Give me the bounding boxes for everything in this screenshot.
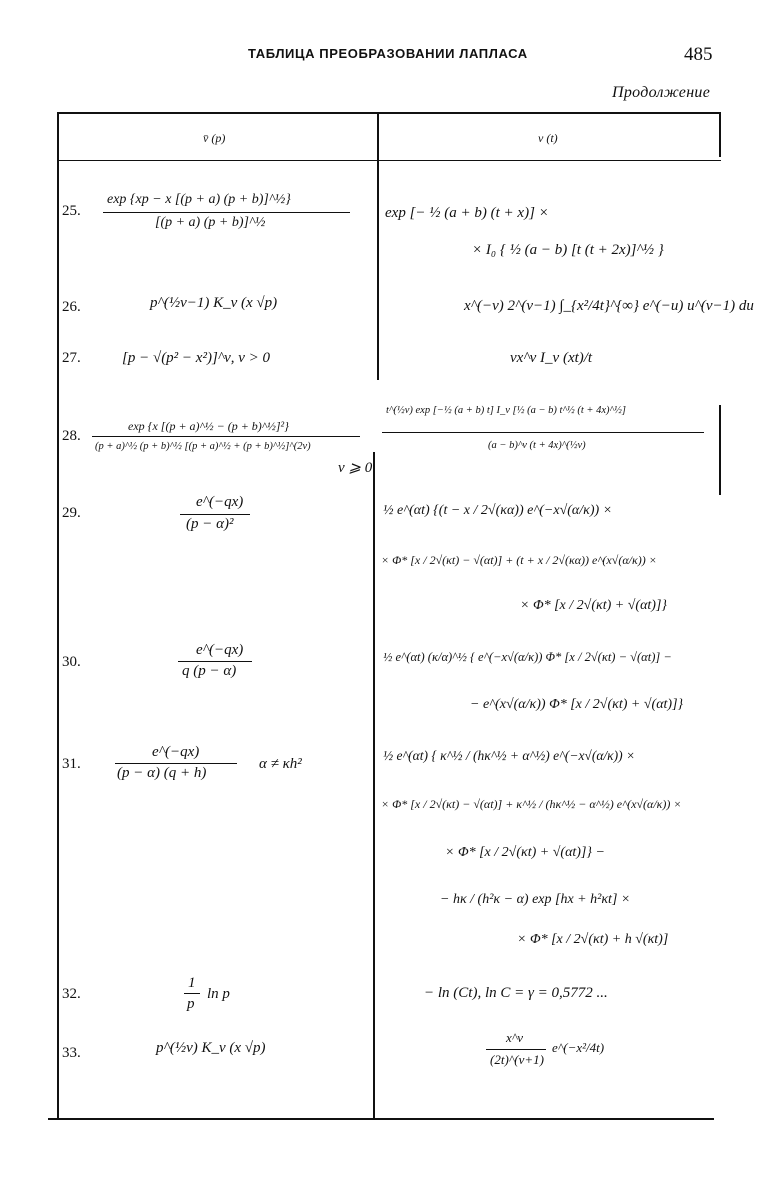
row25-right-line1: exp [− ½ (a + b) (t + x)] × [385, 205, 549, 221]
row28-left-denominator: (p + a)^½ (p + b)^½ [(p + a)^½ + (p + b)^½]^(2ν) [95, 441, 311, 452]
fraction-bar [178, 661, 252, 662]
row31-right-line4: − hκ / (h²κ − α) exp [hx + h²κt] × [440, 892, 631, 907]
fraction-bar [180, 514, 250, 515]
row31-condition: α ≠ κh² [259, 756, 302, 772]
row31-right-line3: × Φ* [x / 2√(κt) + √(αt)]} − [445, 845, 605, 860]
row27-left: [p − √(p² − x²)]^ν, ν > 0 [122, 350, 271, 366]
row33-right-numerator: x^ν [506, 1030, 524, 1045]
row30-right-line2: − e^(x√(α/κ)) Φ* [x / 2√(κt) + √(αt)]} [470, 697, 684, 712]
row30-left-denominator: q (p − α) [182, 663, 237, 679]
table-right-rule-28 [719, 405, 721, 495]
running-title: ТАБЛИЦА ПРЕОБРАЗОВАНИИ ЛАПЛАСА [248, 46, 528, 61]
fraction-bar [382, 432, 704, 433]
row26-right: x^(−ν) 2^(ν−1) ∫_{x²/4t}^{∞} e^(−u) u^(ν−1) du [464, 298, 754, 314]
fraction-bar [486, 1049, 546, 1050]
row32-right: − ln (Ct), ln C = γ = 0,5772 ... [424, 985, 608, 1001]
row-number: 31. [62, 756, 81, 772]
table-right-rule [719, 112, 721, 157]
continuation-label: Продолжение [612, 84, 711, 101]
row29-left-denominator: (p − α)² [186, 516, 234, 532]
table-bottom-rule [48, 1118, 714, 1120]
row-number: 30. [62, 654, 81, 670]
row28-condition: ν ⩾ 0 [338, 460, 373, 476]
row-number: 32. [62, 986, 81, 1002]
row25-left-numerator: exp {xp − x [(p + a) (p + b)]^½} [107, 192, 291, 207]
col-header-right: v (t) [538, 131, 558, 145]
row32-left-denominator: p [187, 996, 195, 1012]
row28-right-denominator: (a − b)^ν (t + 4x)^(½ν) [488, 440, 586, 451]
row29-right-line3: × Φ* [x / 2√(κt) + √(αt)]} [520, 598, 668, 613]
row-number: 26. [62, 299, 81, 315]
row31-right-line1: ½ e^(αt) { κ^½ / (hκ^½ + α^½) e^(−x√(α/κ)) × [383, 748, 636, 763]
row-number: 25. [62, 203, 81, 219]
row29-left-numerator: e^(−qx) [196, 494, 244, 510]
table-top-rule [57, 112, 721, 114]
row27-right: νx^ν I_ν (xt)/t [510, 350, 593, 366]
row30-right-line1: ½ e^(αt) (κ/α)^½ { e^(−x√(α/κ)) Φ* [x / 2√(κt) − √(αt)] − [383, 650, 672, 664]
fraction-bar [103, 212, 350, 213]
table-column-divider [377, 112, 379, 380]
row-number: 33. [62, 1045, 81, 1061]
row29-right-line2: × Φ* [x / 2√(κt) − √(αt)] + (t + x / 2√(κα)) e^(x√(α/κ)) × [381, 553, 657, 567]
row33-right-exponential: e^(−x²/4t) [552, 1040, 605, 1055]
row31-right-line5: × Φ* [x / 2√(κt) + h √(κt)] [517, 932, 669, 947]
table-column-divider-2 [373, 452, 375, 1118]
row25-left-denominator: [(p + a) (p + b)]^½ [155, 215, 266, 230]
col-header-left: v̄ (p) [203, 131, 226, 145]
row-number: 28. [62, 428, 81, 444]
row31-right-line2: × Φ* [x / 2√(κt) − √(αt)] + κ^½ / (hκ^½ − α^½) e^(x√(α/κ)) × [381, 797, 682, 811]
row32-left-ln: ln p [207, 986, 230, 1002]
row32-left-numerator: 1 [188, 975, 196, 991]
row26-left: p^(½ν−1) K_ν (x √p) [150, 295, 278, 311]
row29-right-line1: ½ e^(αt) {(t − x / 2√(κα)) e^(−x√(α/κ)) × [383, 503, 613, 518]
row28-left-numerator: exp {x [(p + a)^½ − (p + b)^½]²} [128, 419, 289, 433]
fraction-bar [115, 763, 237, 764]
row-number: 27. [62, 350, 81, 366]
row31-left-numerator: e^(−qx) [152, 744, 200, 760]
row30-left-numerator: e^(−qx) [196, 642, 244, 658]
row28-right-numerator: t^(½ν) exp [−½ (a + b) t] I_ν [½ (a − b) t^½ (t + 4x)^½] [386, 405, 626, 416]
row31-left-denominator: (p − α) (q + h) [117, 765, 207, 781]
row-number: 29. [62, 505, 81, 521]
page-number: 485 [684, 44, 713, 65]
row33-right-denominator: (2t)^(ν+1) [490, 1052, 544, 1067]
fraction-bar [92, 436, 360, 437]
table-left-rule [57, 112, 59, 1118]
fraction-bar [184, 993, 200, 994]
table-header-rule [57, 160, 721, 161]
row25-right-line2: × I₀ { ½ (a − b) [t (t + 2x)]^½ } [472, 242, 664, 258]
row33-left: p^(½ν) K_ν (x √p) [156, 1040, 266, 1056]
